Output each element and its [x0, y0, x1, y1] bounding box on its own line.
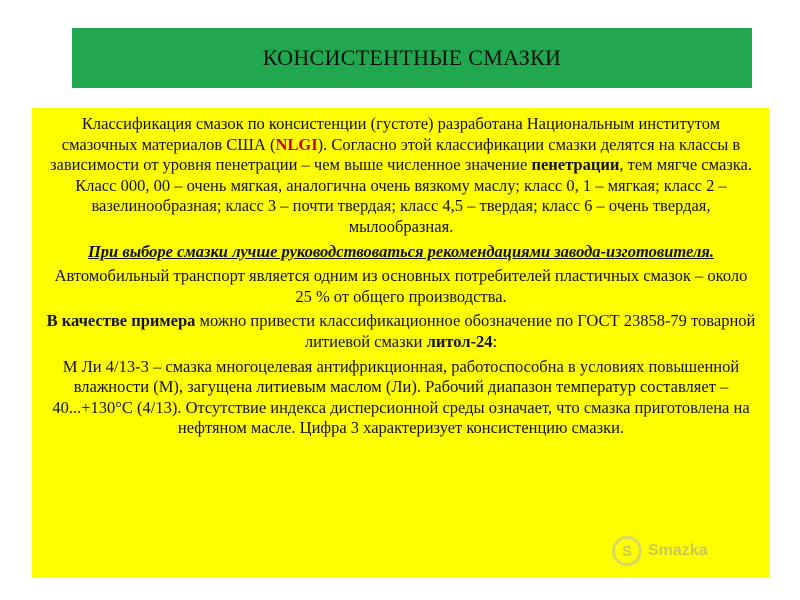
example-lead: В качестве примера	[46, 311, 196, 331]
watermark-logo-icon: S	[612, 536, 642, 566]
content-panel	[32, 108, 770, 578]
paragraph-designation: М Ли 4/13-3 – смазка многоцелевая антифрикционная, работоспособна в условиях повышенной влажности (М), загущена литиевым маслом (Ли). Рабочий диапазон температур составляет –40...+130°С (4/13). Отсутствие индекса дисперсионной среды означает, что смазка приготовлена на нефтяном масле. Цифра 3 характеризует консистенцию смазки.	[52, 356, 750, 438]
classification-text-c: , тем мягче смазка. Класс 000, 00 – очень мягкая, аналогична очень вязкому маслу; класс 0, 1 – мягкая; класс 2 – вазелинообразная; класс 3 – почти твердая; класс 4,5 – твердая; класс 6 – очень твердая, мылообразная.	[75, 155, 752, 236]
manufacturer-recommendation: При выборе смазки лучше руководствоваться рекомендациями завода-изготовителя.	[87, 241, 715, 261]
title-banner	[72, 28, 752, 88]
grease-name: литол-24	[426, 331, 493, 351]
page-title: КОНСИСТЕНТНЫЕ СМАЗКИ	[262, 45, 562, 70]
classification-text-b: ). Согласно этой классификации смазки делятся на классы в зависимости от уровня пенетрации – чем выше численное значение	[49, 134, 741, 175]
paragraph-transport: Автомобильный транспорт является одним из основных потребителей пластичных смазок – около 25 % от общего производства.	[54, 266, 748, 306]
example-end: :	[492, 331, 498, 351]
watermark-text: Smazka	[648, 542, 708, 559]
nlgi-abbreviation: NLGI	[275, 134, 318, 154]
penetration-term: пенетрации	[531, 155, 620, 175]
paragraph-classification	[46, 114, 756, 238]
classification-text-a: Классификация смазок по консистенции (густоте) разработана Национальным институтом смазочных материалов США (	[61, 114, 721, 154]
example-text: можно привести классификационное обозначение по ГОСТ 23858-79 товарной литиевой смазки	[195, 311, 756, 351]
paragraph-example	[46, 311, 756, 352]
